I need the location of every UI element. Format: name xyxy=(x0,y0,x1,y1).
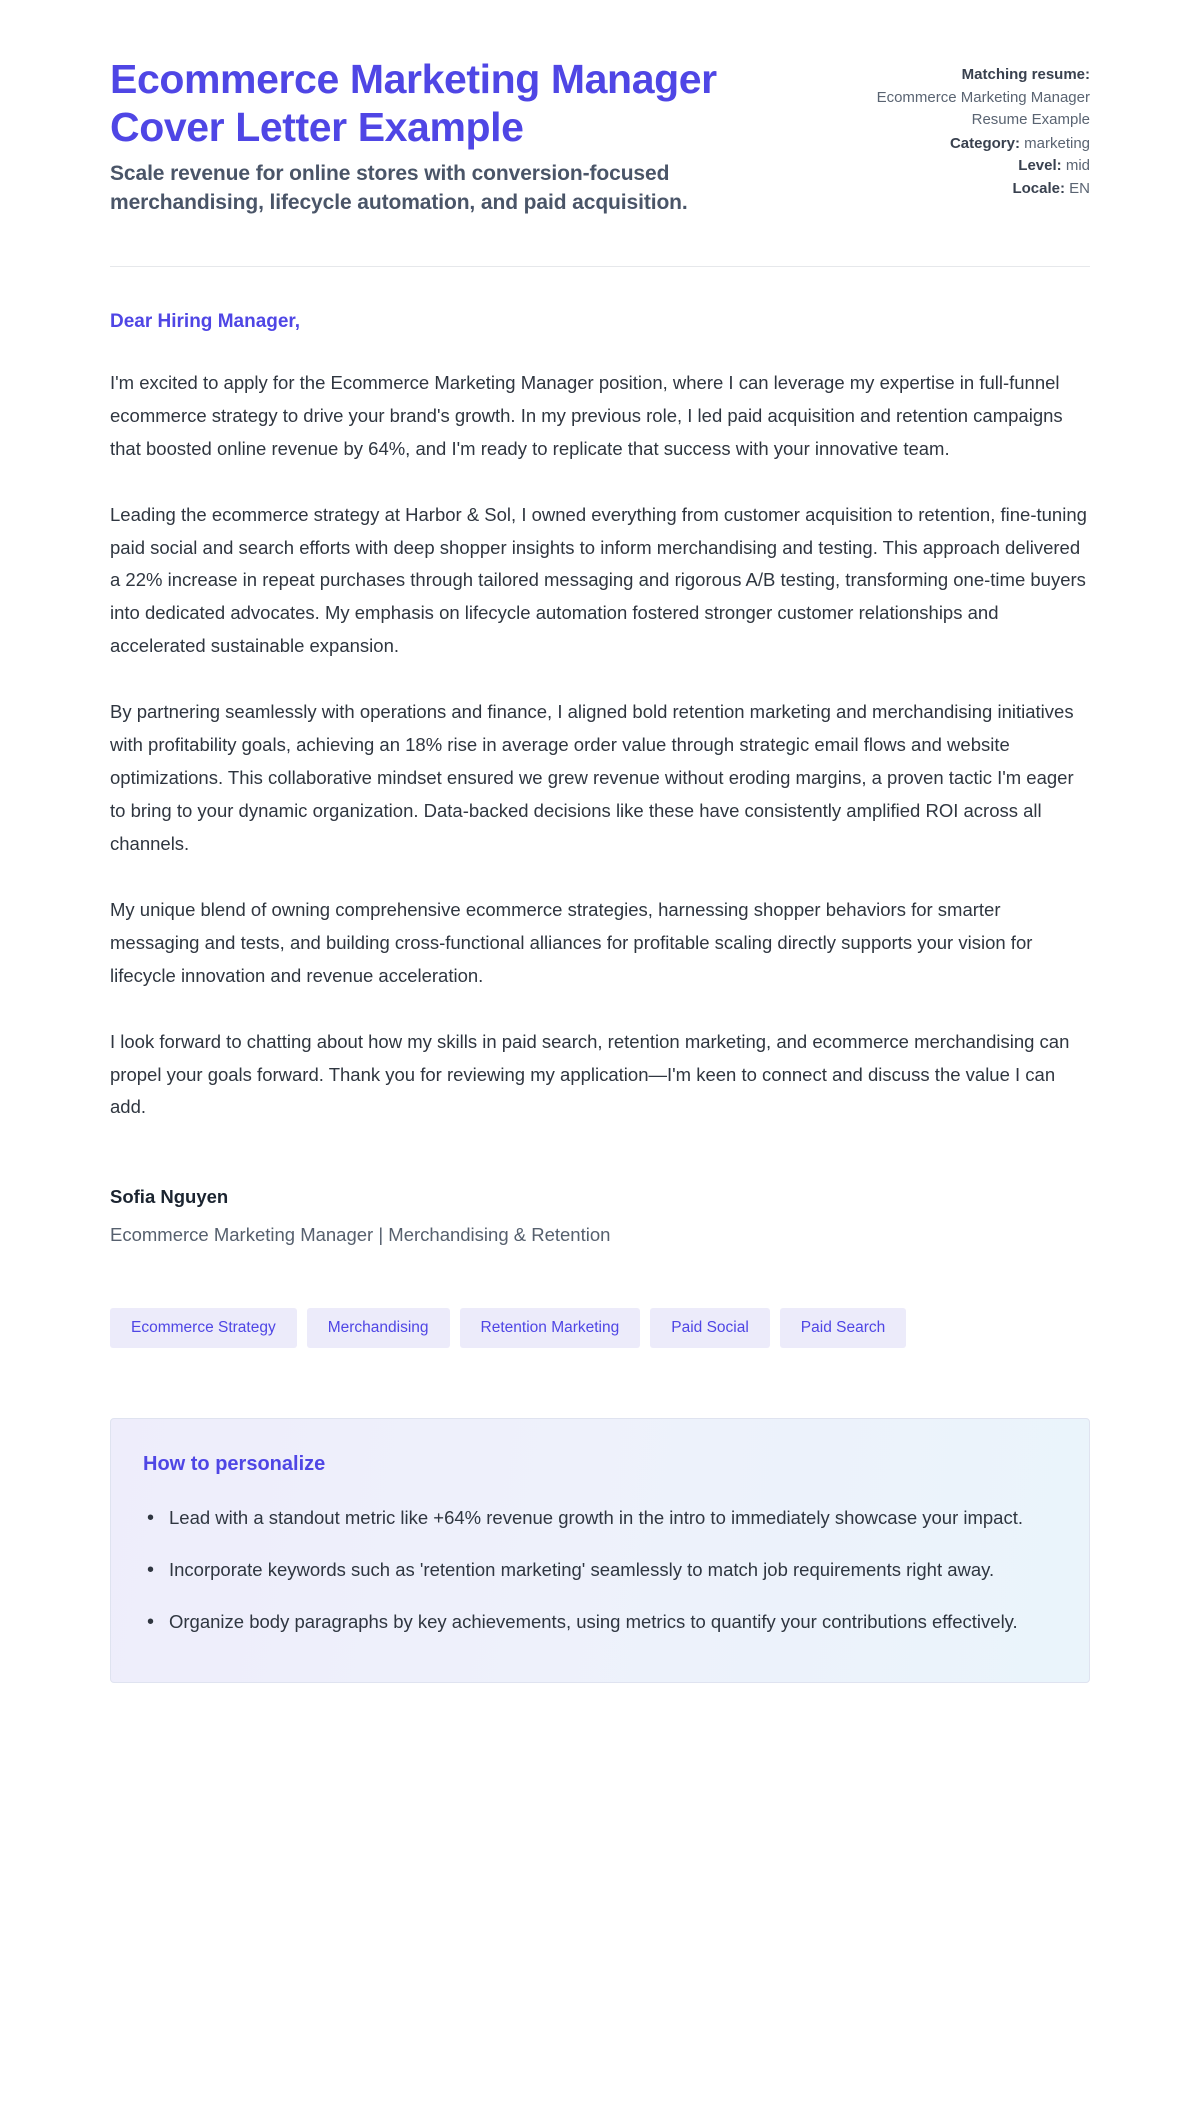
meta-matching-resume-value[interactable]: Ecommerce Marketing Manager Resume Example xyxy=(876,88,1090,128)
meta-category xyxy=(855,133,1090,156)
meta-locale xyxy=(855,178,1090,201)
skill-tag[interactable]: Retention Marketing xyxy=(460,1308,641,1348)
header-text-block xyxy=(110,56,810,218)
skill-tag[interactable]: Ecommerce Strategy xyxy=(110,1308,297,1348)
callout-tip-item: • Lead with a standout metric like +64% revenue growth in the intro to immediately showcase your impact. xyxy=(141,1502,1053,1534)
meta-level-value: mid xyxy=(1065,157,1090,174)
meta-category-value: marketing xyxy=(1024,134,1090,152)
letter-paragraph: I'm excited to apply for the Ecommerce Marketing Manager position, where I can leverage my expertise in full-funnel ecommerce strategy to drive your brand's growth. In my previous role, I led paid acquisition and retention campaigns that boosted online revenue by 64%, and I'm ready to replicate that success with your innovative team. xyxy=(110,371,1063,459)
meta-locale-value: EN xyxy=(1069,179,1090,197)
meta-category-label: Category: xyxy=(949,134,1020,152)
skill-tag[interactable]: Paid Search xyxy=(780,1308,906,1348)
letter-paragraph: By partnering seamlessly with operations and finance, I aligned bold retention marketing and merchandising initiatives with profitability goals, achieving an 18% rise in average order value through strategic email flows and website optimizations. This collaborative mindset ensured we grew revenue without eroding margins, a proven tactic I'm eager to bring to your dynamic organization. Data-backed decisions like these have consistently amplified ROI across all channels. xyxy=(110,701,1074,854)
signature-role: Ecommerce Marketing Manager | Merchandising & Retention xyxy=(110,1224,611,1246)
skill-tag[interactable]: Paid Social xyxy=(650,1308,770,1348)
page-title: Ecommerce Marketing Manager Cover Letter Example xyxy=(110,56,717,150)
letter-signature xyxy=(110,1186,1090,1246)
signature-name: Sofia Nguyen xyxy=(110,1186,229,1208)
meta-locale-label: Locale: xyxy=(1012,179,1065,197)
page-subtitle: Scale revenue for online stores with conversion-focused merchandising, lifecycle automation, and paid acquisition. xyxy=(110,161,688,214)
callout-tip-item: • Organize body paragraphs by key achievements, using metrics to quantify your contributions effectively. xyxy=(141,1606,1053,1638)
skill-tag[interactable]: Merchandising xyxy=(307,1308,450,1348)
letter-paragraph: My unique blend of owning comprehensive ecommerce strategies, harnessing shopper behaviors for smarter messaging and tests, and building cross-functional alliances for profitable scaling directly supports your vision for lifecycle innovation and revenue acceleration. xyxy=(110,898,1033,986)
document-metadata xyxy=(855,56,1090,200)
letter-salutation: Dear Hiring Manager, xyxy=(110,310,301,332)
cover-letter-body xyxy=(110,267,1090,1247)
letter-paragraph: I look forward to chatting about how my skills in paid search, retention marketing, and ecommerce merchandising can propel your goals forward. Thank you for reviewing my application—I'm keen to connect and discuss the value I can add. xyxy=(110,1030,1070,1118)
callout-tip-list xyxy=(141,1502,1053,1637)
meta-level-label: Level: xyxy=(1018,157,1062,174)
meta-level xyxy=(855,155,1090,178)
meta-matching-resume xyxy=(855,64,1090,132)
personalize-callout xyxy=(110,1418,1090,1682)
callout-tip-item: • Incorporate keywords such as 'retention marketing' seamlessly to match job requirements right away. xyxy=(141,1554,1053,1586)
meta-matching-resume-label: Matching resume: xyxy=(961,66,1090,83)
letter-paragraph: Leading the ecommerce strategy at Harbor & Sol, I owned everything from customer acquisition to retention, fine-tuning paid social and search efforts with deep shopper insights to inform merchandising and testing. This approach delivered a 22% increase in repeat purchases through tailored messaging and rigorous A/B testing, transforming one-time buyers into dedicated advocates. My emphasis on lifecycle automation fostered stronger customer relationships and accelerated sustainable expansion. xyxy=(110,503,1087,657)
page-header xyxy=(110,56,1090,218)
callout-title: How to personalize xyxy=(143,1453,326,1476)
skill-tag-list xyxy=(110,1308,1090,1348)
